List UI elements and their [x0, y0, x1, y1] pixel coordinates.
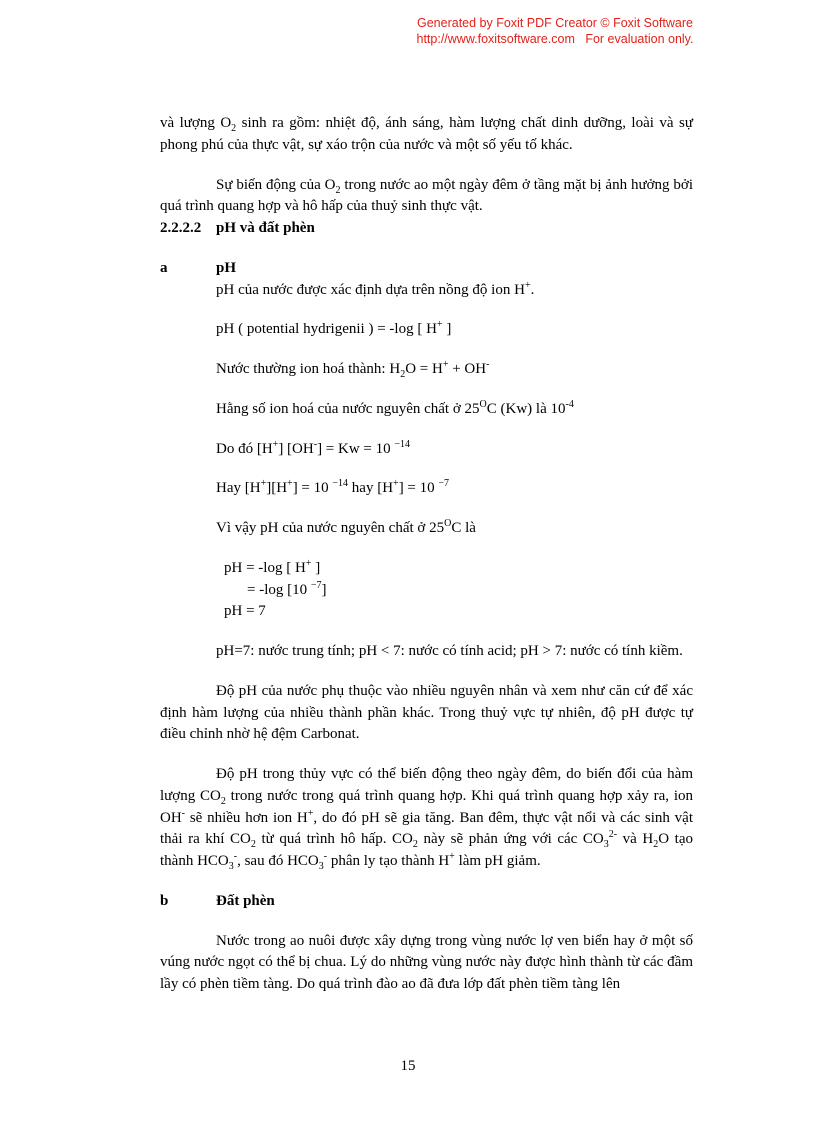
text-run: O tạo thành HCO [160, 831, 693, 869]
text-run: và H [617, 831, 654, 848]
text-run: này sẽ phản ứng với các CO [417, 831, 604, 848]
text-run: từ quá trình hô hấp. CO [255, 831, 413, 848]
paragraph-oxygen-variation [160, 175, 693, 219]
text-run: O = H [405, 361, 443, 377]
text-run: trong nước ao một ngày đêm ở tầng mặt bị ảnh hưởng bởi quá trình quang hợp và hô hấp của thuỷ sinh thực vật. [160, 176, 693, 215]
spacer [160, 301, 693, 319]
spacer [160, 421, 693, 439]
text-run: ] [321, 581, 327, 598]
superscript: + [272, 438, 279, 450]
text-run: sinh ra gồm: nhiệt độ, ánh sáng, hàm lượng chất dinh dưỡng, loài và sự phong phú của thực vật, sự xáo trộn của nước và một số yếu tố khác. [160, 115, 693, 153]
subsection-heading-a [160, 258, 693, 280]
superscript: + [524, 279, 531, 291]
subscript: 2 [400, 369, 406, 380]
superscript: + [393, 478, 399, 490]
text-run: ] [442, 321, 452, 338]
watermark-line: Generated by Foxit PDF Creator © Foxit Software [417, 16, 693, 30]
paragraph-acid-soil: Nước trong ao nuôi được xây dựng trong vùng nước lợ ven biển hay ở một số vúng nước ngọt có thể bị chua. Lý do những vùng nước này được hình thành từ các đầm lầy có phèn tiềm tàng. Do quá trình đào ao đã đưa lớp đất phèn tiềm tàng lên [160, 932, 693, 992]
text-run: hay [H [348, 480, 394, 497]
equation-line-2 [247, 580, 693, 602]
text-run: trong nước trong quá trình quang hợp. Khi quá trình quang hợp xảy ra, ion OH [160, 787, 693, 826]
spacer [160, 540, 693, 558]
subsection-heading-b [160, 891, 693, 913]
superscript: −14 [332, 478, 349, 490]
superscript: O [444, 518, 452, 529]
text-run: phân ly tạo thành H [327, 853, 450, 869]
text-run: Nước thường ion hoá thành: H [216, 361, 401, 377]
text-run: C là [451, 520, 476, 536]
text-run: . [530, 281, 535, 298]
superscript: - [181, 807, 186, 819]
paragraph-ph-daily-variation [160, 764, 693, 873]
text-run: và lượng O [160, 115, 232, 131]
superscript: + [287, 478, 293, 490]
text-run: làm pH giảm. [454, 853, 541, 869]
superscript: −7 [438, 478, 450, 490]
section-heading [160, 218, 693, 240]
text-run: Do đó [H [216, 440, 273, 457]
foxit-watermark [380, 15, 730, 47]
superscript: - [313, 438, 318, 450]
ionization-constant [216, 399, 693, 421]
subscript: 3 [603, 839, 609, 851]
text-run: ] = 10 [292, 480, 333, 497]
superscript: + [305, 557, 312, 569]
equation-line-1 [224, 558, 693, 580]
subscript: 2 [653, 839, 659, 851]
superscript: - [486, 359, 490, 370]
text-run: ] [311, 559, 321, 576]
superscript: -4 [565, 398, 574, 410]
superscript: + [307, 807, 314, 819]
subsection-label: a [160, 259, 168, 276]
spacer [160, 381, 693, 399]
text-run: ][H [266, 480, 288, 497]
text-run: Hay [H [216, 480, 261, 497]
kw-equation [216, 439, 693, 461]
pure-water-ph-intro [216, 518, 693, 540]
text-run: Sự biến động của O [216, 176, 336, 193]
document-page [160, 113, 693, 996]
superscript: −7 [310, 579, 322, 591]
text-run: Vì vậy pH của nước nguyên chất ở 25 [216, 520, 445, 536]
text-run: pH ( potential hydrigenii ) = -log [ H [216, 321, 437, 338]
superscript: O [479, 398, 487, 410]
superscript: + [260, 478, 267, 490]
subsection-title: Đất phèn [216, 892, 275, 909]
section-title: pH và đất phèn [216, 220, 315, 236]
spacer [160, 873, 693, 891]
text-run: , sau đó HCO [237, 853, 319, 869]
watermark-url[interactable]: http://www.foxitsoftware.com [416, 32, 575, 46]
ph-definition [216, 280, 693, 302]
superscript: + [442, 359, 449, 370]
text-run: ] [OH [278, 440, 314, 457]
subscript: 3 [318, 861, 324, 872]
spacer [160, 157, 693, 175]
text-run: Độ pH trong thủy vực có thể biến động theo ngày đêm, do biến đổi của hàm lượng CO [160, 766, 693, 804]
text-run: , do đó pH sẽ gia tăng. Ban đêm, thực vật nổi và các sinh vật thải ra khí CO [160, 809, 693, 848]
subsection-label: b [160, 892, 169, 909]
subscript: 2 [220, 795, 226, 807]
text-run: + OH [448, 361, 487, 377]
subscript: 3 [228, 861, 234, 872]
paragraph-oxygen-factors [160, 113, 693, 157]
text-run: ] = Kw = 10 [317, 440, 395, 457]
subscript: 2 [412, 839, 418, 851]
superscript: 2- [608, 829, 618, 841]
text-run: ] = 10 [398, 480, 439, 497]
spacer [160, 746, 693, 764]
spacer [160, 460, 693, 478]
spacer [160, 663, 693, 681]
ph-scale: pH=7: nước trung tính; pH < 7: nước có tính acid; pH > 7: nước có tính kiềm. [216, 643, 683, 659]
superscript: + [449, 851, 455, 862]
page-number: 15 [400, 1058, 416, 1074]
water-ionization [216, 359, 693, 381]
text-run: pH = -log [ H [224, 559, 306, 576]
text-run: Hằng số ion hoá của nước nguyên chất ở 25 [216, 400, 480, 417]
watermark-link-line [380, 31, 730, 47]
subscript: 2 [250, 839, 256, 851]
h-concentration [216, 478, 693, 500]
text-run: = -log [10 [247, 581, 311, 598]
subsection-title: pH [216, 259, 237, 276]
spacer [160, 623, 693, 641]
subscript: 2 [231, 123, 237, 134]
spacer [160, 500, 693, 518]
superscript: - [323, 851, 328, 862]
watermark-note: For evaluation only. [585, 32, 694, 46]
equation-line-3: pH = 7 [224, 603, 266, 620]
text-run: C (Kw) là 10 [486, 400, 566, 417]
spacer [160, 913, 693, 931]
text-run: pH của nước được xác định dựa trên nồng độ ion H [216, 281, 525, 298]
superscript: - [233, 851, 238, 862]
spacer [160, 240, 693, 258]
spacer [160, 341, 693, 359]
text-run: sẽ nhiều hơn ion H [185, 809, 308, 826]
superscript: + [436, 319, 443, 331]
section-number: 2.2.2.2 [160, 220, 202, 236]
subscript: 2 [335, 184, 341, 196]
ph-formula [216, 319, 693, 341]
paragraph-ph-dependence: Độ pH của nước phụ thuộc vào nhiều nguyên nhân và xem như căn cứ để xác định hàm lượng của nhiều thành phần khác. Trong thuỷ vực tự nhiên, độ pH được tự điều chỉnh nhờ hệ đệm Carbonat. [160, 682, 693, 743]
superscript: −14 [394, 438, 411, 450]
